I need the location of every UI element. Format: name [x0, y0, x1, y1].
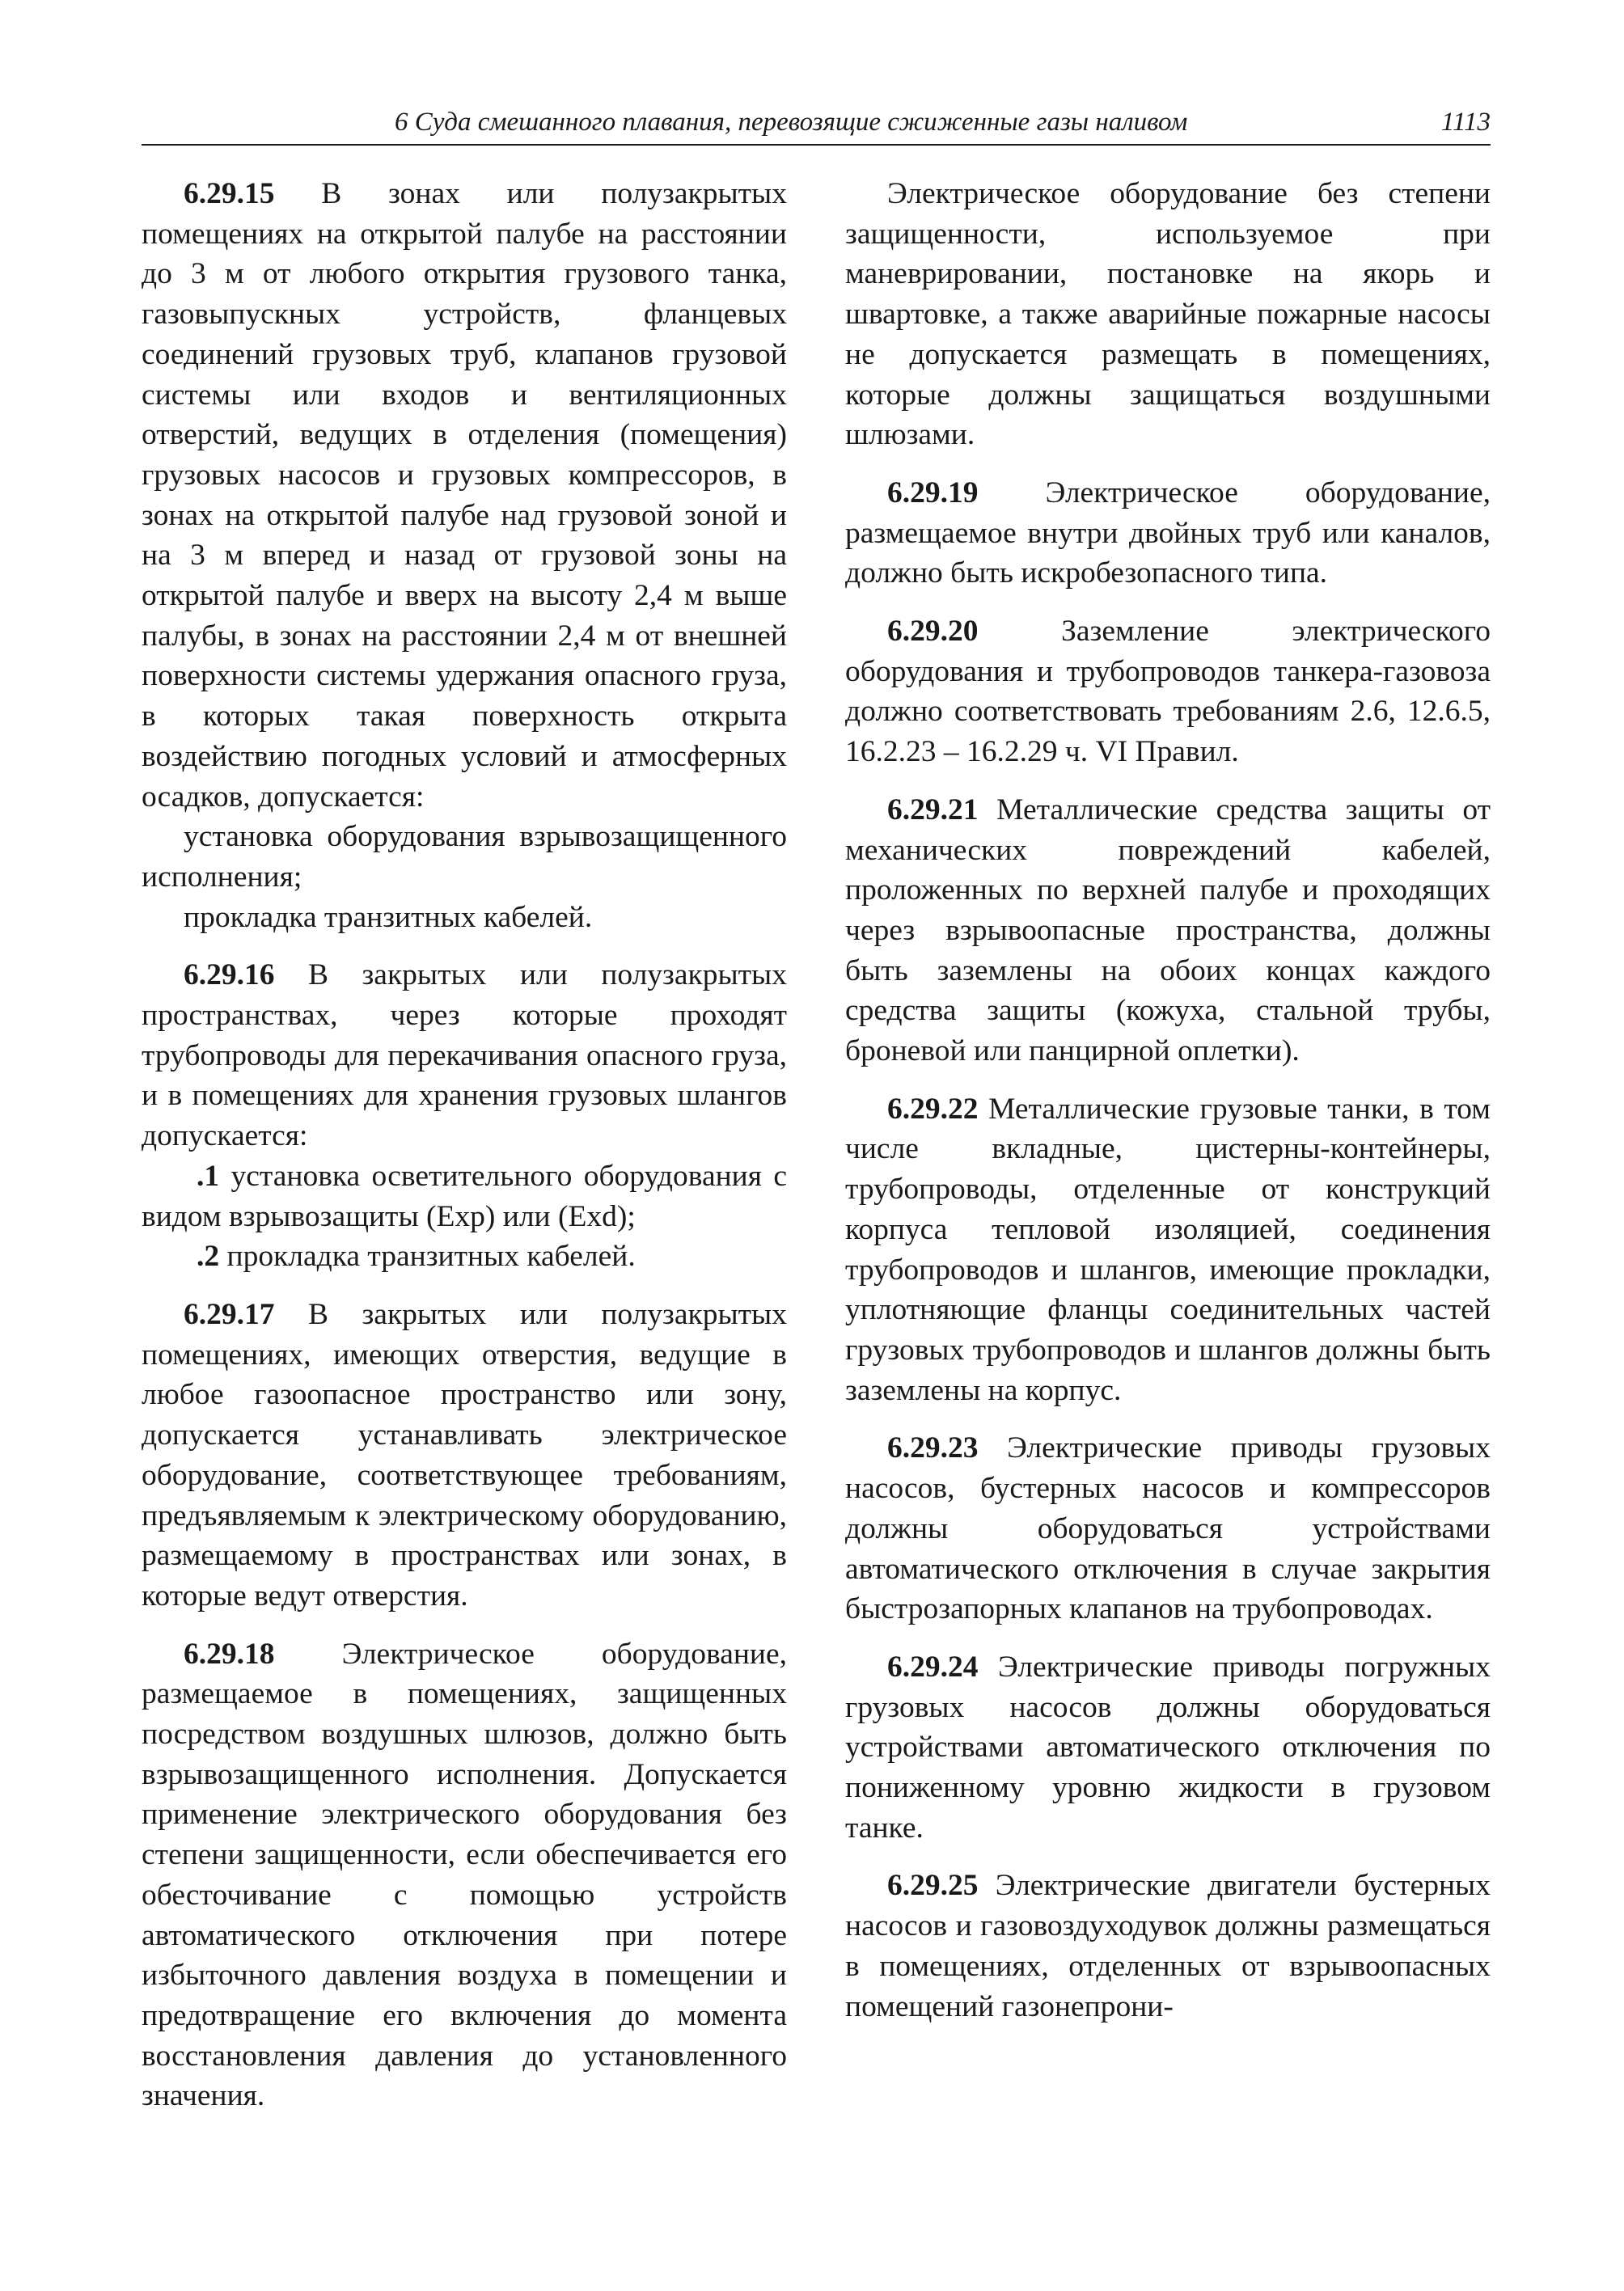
- running-header: [142, 102, 1491, 146]
- clause-number: 6.29.18: [184, 1637, 275, 1671]
- clause-text: Электрические приводы грузовых насосов, бустерных насосов и компрессоров должны оборудоваться устройствами автоматического отключения в случае закрытия быстрозапорных клапанов на трубопроводах.: [845, 1431, 1491, 1626]
- paragraph-6-29-25: [845, 1866, 1491, 2027]
- item-text: установка осветительного оборудования с видом взрывозащиты (Exp) или (Exd);: [142, 1159, 787, 1233]
- clause-number: 6.29.23: [887, 1431, 979, 1465]
- list-item: [142, 1156, 787, 1236]
- chapter-title: 6 Суда смешанного плавания, перевозящие сжиженные газы наливом: [395, 108, 1188, 137]
- item-number: .2: [197, 1240, 220, 1274]
- list-item: прокладка транзитных кабелей.: [184, 900, 593, 934]
- clause-text: Металлические грузовые танки, в том числе вкладные, цистерны-контейнеры, трубопроводы, отделенные от конструкций корпуса тепловой изоляцией, соединения трубопроводов и шлангов, имеющие прокладки, уплотняющие фланцы соединительных частей грузовых трубопроводов и шлангов должны быть заземлены на корпус.: [845, 1092, 1491, 1407]
- clause-text: В закрытых или полузакрытых помещениях, имеющих отверстия, ведущие в любое газоопасное пространство или зону, допускается устанавливать электрическое оборудование, соответствующее требованиям, предъявляемым к электрическому оборудованию, размещаемому в пространствах или зонах, в которые ведут отверстия.: [142, 1297, 787, 1613]
- clause-text: В зонах или полузакрытых помещениях на открытой палубе на расстоянии до 3 м от любого открытия грузового танка, газовыпускных устройств, фланцевых соединений грузовых труб, клапанов грузовой системы или входов и вентиляционных отверстий, ведущих в отделения (помещения) грузовых насосов и грузовых компрессоров, в зонах на открытой палубе над грузовой зоной и на 3 м вперед и назад от грузовой зоны на открытой палубе и вверх на высоту 2,4 м выше палубы, в зонах на расстоянии 2,4 м от внешней поверхности системы удержания опасного груза, в которых такая поверхность открыта воздействию погодных условий и атмосферных осадков, допускается:: [142, 177, 787, 814]
- clause-number: 6.29.16: [184, 958, 275, 992]
- clause-number: 6.29.17: [184, 1297, 275, 1331]
- right-column: [845, 174, 1491, 2044]
- paragraph-6-29-22: [845, 1089, 1491, 1411]
- paragraph-6-29-17: [142, 1295, 787, 1617]
- list-item: [142, 1236, 787, 1277]
- paragraph-6-29-18-continued: Электрическое оборудование без степени защищенности, используемое при маневрировании, постановке на якорь и швартовке, а также аварийные пожарные насосы не допускается размещать в помещениях, которые должны защищаться воздушными шлюзами.: [845, 177, 1491, 452]
- paragraph-6-29-20: [845, 611, 1491, 772]
- clause-number: 6.29.22: [887, 1092, 979, 1126]
- clause-text: Электрическое оборудование, размещаемое внутри двойных труб или каналов, должно быть искробезопасного типа.: [845, 476, 1491, 590]
- paragraph-body: [142, 955, 787, 1156]
- paragraph-body: [142, 174, 787, 817]
- clause-number: 6.29.20: [887, 615, 979, 649]
- list-item: установка оборудования взрывозащищенного исполнения;: [142, 820, 787, 894]
- clause-number: 6.29.15: [184, 177, 275, 210]
- clause-text: Электрические приводы погружных грузовых насосов должны оборудоваться устройствами автоматического отключения по пониженному уровню жидкости в грузовом танке.: [845, 1650, 1491, 1845]
- paragraph-6-29-16: [142, 955, 787, 1277]
- page-number: 1113: [1440, 108, 1491, 137]
- paragraph-6-29-19: [845, 473, 1491, 594]
- clause-number: 6.29.21: [887, 793, 979, 826]
- paragraph-6-29-18: [142, 1634, 787, 2116]
- clause-text: Электрическое оборудование, размещаемое в помещениях, защищенных посредством воздушных шлюзов, должно быть взрывозащищенного исполнения. Допускается применение электрического оборудования без степени защищенности, если обеспечивается его обесточивание с помощью устройств автоматического отключения при потере избыточного давления воздуха в помещении и предотвращение его включения до момента восстановления давления до установленного значения.: [142, 1637, 787, 2113]
- clause-number: 6.29.19: [887, 476, 979, 509]
- item-number: .1: [197, 1159, 220, 1193]
- clause-text: Заземление электрического оборудования и трубопроводов танкера-газовоза должно соответствовать требованиям 2.6, 12.6.5, 16.2.23 – 16.2.29 ч. VI Правил.: [845, 615, 1491, 769]
- clause-text: Металлические средства защиты от механических повреждений кабелей, проложенных по верхней палубе и проходящих через взрывоопасные пространства, должны быть заземлены на обоих концах каждого средства защиты (кожуха, стальной трубы, броневой или панцирной оплетки).: [845, 793, 1491, 1068]
- clause-text: Электрические двигатели бустерных насосов и газовоздуходувок должны размещаться в помещениях, отделенных от взрывоопасных помещений газонепрони-: [845, 1869, 1491, 2023]
- paragraph-6-29-23: [845, 1428, 1491, 1629]
- clause-number: 6.29.25: [887, 1869, 979, 1903]
- left-column: [142, 174, 787, 2134]
- paragraph-6-29-24: [845, 1647, 1491, 1849]
- paragraph-6-29-21: [845, 790, 1491, 1072]
- paragraph-6-29-15: [142, 174, 787, 937]
- clause-text: В закрытых или полузакрытых пространствах, через которые проходят трубопроводы для перекачивания опасного груза, и в помещениях для хранения грузовых шлангов допускается:: [142, 958, 787, 1153]
- item-text: прокладка транзитных кабелей.: [219, 1240, 636, 1274]
- clause-number: 6.29.24: [887, 1650, 979, 1684]
